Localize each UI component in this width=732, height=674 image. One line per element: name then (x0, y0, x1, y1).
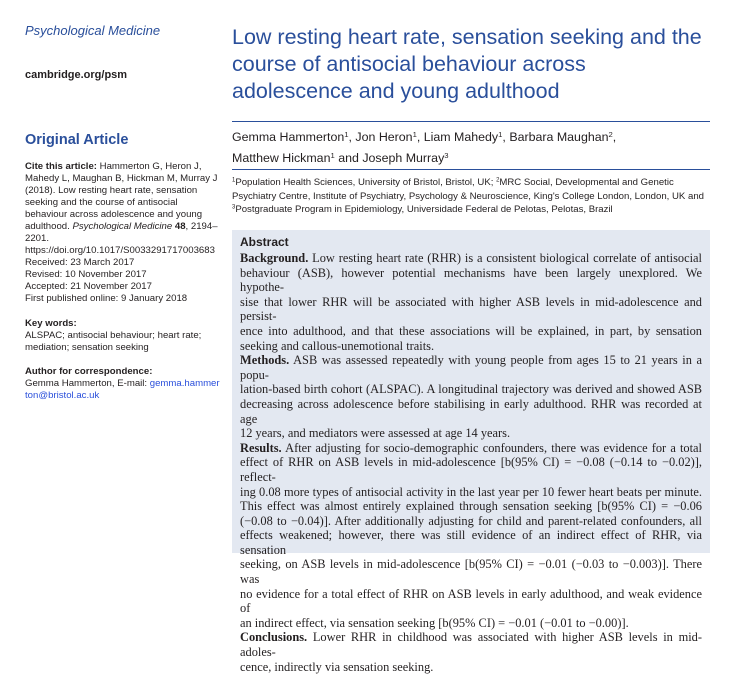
abstract-results-line (240, 455, 706, 484)
abstract-conclusions-text: cence, indirectly via sensation seeking. (240, 659, 434, 674)
abstract-results-text: no evidence for a total effect of RHR on ASB levels in early adulthood, and weak evidence of (240, 586, 706, 616)
abstract-results-line (240, 485, 702, 500)
abstract-results-text: (−0.08 to −0.04)]. After additionally adjusting for child and parent-related confounders, all (240, 513, 702, 528)
cite-pages-doi: , 2194–2201. https://doi.org/10.1017/S0033291717003683 (25, 221, 218, 256)
author-affiliation-mark: 3 (444, 150, 449, 160)
citation (25, 161, 220, 257)
affiliation-number: 3 (232, 204, 236, 211)
abstract-results-text: effects weakened; however, there was still evidence of an indirect effect of RHR, via sensation (240, 528, 706, 557)
abstract-background-line (240, 265, 706, 295)
keywords-label: Key words: (25, 318, 77, 329)
abstract-methods-line (240, 426, 702, 441)
abstract-conclusions-line (240, 630, 702, 659)
abstract-results-line (240, 586, 706, 616)
abstract-results-text: This effect was almost entirely explained through sensation seeking [b(95% CI) = −0.06 (240, 499, 702, 514)
author-name: Liam Mahedy (423, 130, 499, 144)
abstract-background-text: behaviour (ASB), however potential mechanisms have been largely unexplored. We hypothe- (240, 265, 706, 295)
abstract-results-text: an indirect effect, via sensation seeking [b(95% CI) = −0.01 (−0.01 to −0.00)]. (240, 615, 629, 630)
abstract-background-text: sise that lower RHR will be associated with higher ASB levels in mid-adolescence and persist- (240, 294, 706, 324)
abstract-background-label: Background. (240, 251, 309, 265)
article-title: Low resting heart rate, sensation seeking and the course of antisocial behaviour across adolescence and young adulthood (232, 25, 702, 103)
abstract-methods-label: Methods. (240, 353, 290, 368)
abstract-background-text: seeking and callous-unemotional traits. (240, 338, 435, 353)
divider (232, 169, 710, 170)
abstract-background-line (240, 339, 702, 354)
abstract-results-line (240, 528, 706, 557)
cite-text: Hammerton G, Heron J, Mahedy L, Maughan B, Hickman M, Murray J (2018). Low resting heart rate, sensation seeking and the course of antisocial behaviour across adolescence and young adulthood. (25, 161, 218, 232)
email-link[interactable]: gemma.hammerton@bristol.ac.uk (25, 378, 220, 401)
abstract-results-text: ing 0.08 more types of antisocial activity in the last year per 10 fewer heart beats per minute. (240, 484, 702, 499)
affiliation-number: 1 (232, 177, 236, 184)
abstract-background-text: ence into adulthood, and that these associations will be explained, in part, by sensation (240, 323, 702, 338)
date-published: First published online: 9 January 2018 (25, 293, 188, 304)
author-affiliation-mark: 1 (344, 129, 349, 139)
journal-site-link[interactable]: cambridge.org/psm (25, 69, 128, 81)
abstract-results-line (240, 616, 702, 631)
correspondence-label: Author for correspondence: (25, 366, 153, 377)
abstract-background-text: Low resting heart rate (RHR) is a consistent biological correlate of antisocial (308, 251, 702, 265)
author-name: Barbara Maughan (509, 130, 609, 144)
abstract-methods-line (240, 353, 706, 382)
abstract-results-line (240, 499, 702, 514)
abstract-methods-line (240, 382, 702, 397)
abstract-background-line (240, 294, 706, 324)
abstract-methods-text: ASB was assessed repeatedly with young people from ages 15 to 21 years in a popu- (240, 353, 706, 382)
date-accepted: Accepted: 21 November 2017 (25, 281, 152, 292)
author-affiliation-mark: 2 (608, 129, 613, 139)
author-name: Gemma Hammerton (232, 130, 345, 144)
affiliations (232, 176, 712, 217)
abstract-conclusions-label: Conclusions. (240, 630, 308, 645)
affiliation-text: Population Health Sciences, University of Bristol, Bristol, UK; (235, 177, 497, 188)
author-list (232, 127, 712, 169)
abstract-methods-line (240, 396, 706, 426)
abstract-results-line (240, 441, 702, 456)
keywords-list: ALSPAC; antisocial behaviour; heart rate; mediation; sensation seeking (25, 330, 202, 353)
cite-label: Cite this article: (25, 161, 97, 172)
correspondence-text: Gemma Hammerton, E-mail: (25, 378, 150, 389)
abstract-results-text: After adjusting for socio-demographic confounders, there was evidence for a total (281, 440, 702, 455)
cite-journal: Psychological Medicine (72, 221, 173, 232)
author-separator: , (416, 130, 424, 144)
author-separator: , (502, 130, 510, 144)
affiliation-text: MRC Social, Developmental and Genetic Psychiatry Centre, Institute of Psychiatry, Psychology & Neuroscience, King's College London, London, UK and (232, 177, 704, 202)
author-affiliation-mark: 1 (412, 129, 417, 139)
abstract-methods-text: decreasing across adolescence before stabilising in early adulthood. RHR was recorded at age (240, 396, 706, 426)
date-revised: Revised: 10 November 2017 (25, 269, 147, 280)
abstract-body (240, 251, 706, 674)
author-name: Jon Heron (355, 130, 413, 144)
date-received: Received: 23 March 2017 (25, 257, 135, 268)
affiliation-text: Postgraduate Program in Epidemiology, Universidade Federal de Pelotas, Pelotas, Brazil (235, 204, 613, 215)
cite-volume: 48 (172, 221, 186, 232)
article-type: Original Article (25, 132, 129, 148)
abstract-results-line (240, 557, 706, 587)
abstract-conclusions-line (240, 660, 702, 674)
abstract-background-line (240, 251, 702, 266)
divider (232, 121, 710, 122)
author-separator: , (348, 130, 356, 144)
abstract-heading: Abstract (240, 235, 289, 249)
abstract-background-line (240, 324, 702, 339)
correspondence (25, 366, 220, 402)
author-affiliation-mark: 1 (498, 129, 503, 139)
abstract-methods-text: 12 years, and mediators were assessed at age 14 years. (240, 426, 511, 441)
publication-dates (25, 257, 187, 305)
author-separator: , (612, 130, 620, 144)
author-affiliation-mark: 1 (330, 150, 335, 160)
abstract-results-text: effect of RHR on ASB levels in mid-adolescence [b(95% CI) = −0.08 (−0.14 to −0.02)], reflect- (240, 455, 706, 484)
affiliation-number: 2 (496, 177, 500, 184)
abstract-results-text: seeking, on ASB levels in mid-adolescence [b(95% CI) = −0.01 (−0.03 to −0.003)]. There was (240, 557, 706, 587)
abstract-results-line (240, 514, 702, 529)
abstract-conclusions-text: Lower RHR in childhood was associated with higher ASB levels in mid-adoles- (240, 630, 702, 660)
abstract-results-label: Results. (240, 440, 282, 455)
journal-name: Psychological Medicine (25, 23, 161, 38)
author-name: Joseph Murray (362, 151, 445, 165)
author-separator: and (334, 151, 363, 165)
keywords (25, 318, 220, 354)
abstract-methods-text: lation-based birth cohort (ALSPAC). A longitudinal trajectory was derived and showed ASB (240, 382, 702, 397)
abstract-box (232, 230, 710, 674)
author-name: Matthew Hickman (232, 151, 331, 165)
